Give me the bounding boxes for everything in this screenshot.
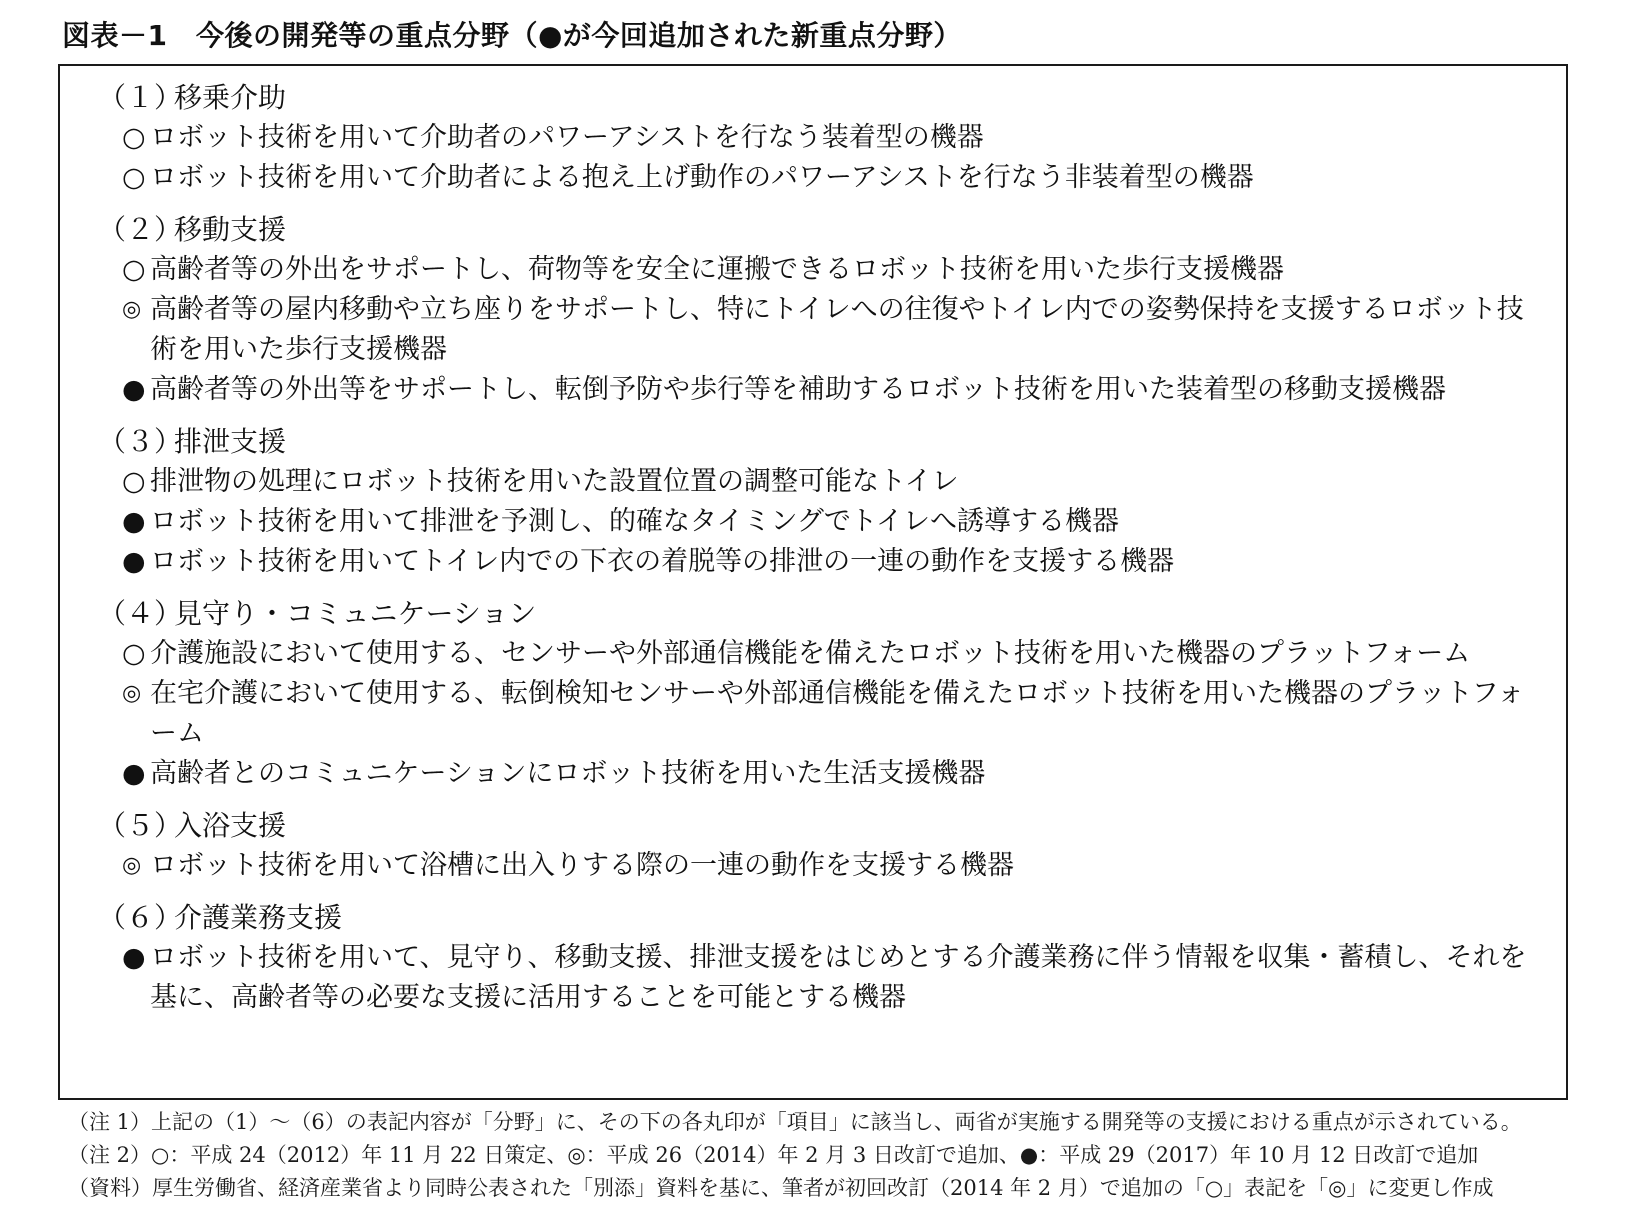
section-monitoring-communication (98, 594, 1546, 794)
list-item (122, 634, 1546, 674)
open-circle-mark: ○ (122, 122, 146, 153)
item-text: ロボット技術を用いてトイレ内での下衣の着脱等の排泄の一連の動作を支援する機器 (150, 546, 1175, 577)
item-text: ロボット技術を用いて浴槽に出入りする際の一連の動作を支援する機器 (150, 850, 1014, 881)
section-excretion-support (98, 422, 1546, 582)
section-heading (98, 210, 1546, 250)
open-circle-mark: ○ (122, 162, 146, 193)
notes-block (68, 1106, 1522, 1205)
section-title: 介護業務支援 (174, 901, 343, 934)
section-number: （６） (98, 901, 183, 934)
section-number: （２） (98, 213, 183, 246)
filled-circle-mark: ● (122, 546, 146, 577)
filled-circle-mark: ● (122, 374, 146, 405)
filled-circle-mark: ● (122, 942, 146, 973)
open-circle-mark: ○ (122, 466, 146, 497)
section-heading (98, 78, 1546, 118)
section-title: 移乗介助 (174, 81, 287, 114)
list-item (122, 938, 1546, 1018)
section-heading (98, 806, 1546, 846)
item-text: ロボット技術を用いて、見守り、移動支援、排泄支援をはじめとする介護業務に伴う情報を収集・蓄積し、それを基に、高齢者等の必要な支援に活用することを可能とする機器 (150, 942, 1527, 1013)
filled-circle-mark: ● (122, 758, 146, 789)
note-1: （注 1）上記の（1）～（6）の表記内容が「分野」に、その下の各丸印が「項目」に該当し、両省が実施する開発等の支援における重点が示されている。 (68, 1110, 1522, 1134)
item-text: 排泄物の処理にロボット技術を用いた設置位置の調整可能なトイレ (150, 466, 959, 497)
section-title: 移動支援 (174, 213, 287, 246)
item-text: ロボット技術を用いて介助者による抱え上げ動作のパワーアシストを行なう非装着型の機器 (150, 162, 1254, 193)
list-item (122, 754, 1546, 794)
list-item (122, 542, 1546, 582)
section-number: （３） (98, 425, 183, 458)
list-item (122, 502, 1546, 542)
section-heading (98, 898, 1546, 938)
section-bathing-support (98, 806, 1546, 886)
item-text: ロボット技術を用いて排泄を予測し、的確なタイミングでトイレへ誘導する機器 (150, 506, 1120, 537)
item-text: 在宅介護において使用する、転倒検知センサーや外部通信機能を備えたロボット技術を用いた機器のプラットフォーム (150, 678, 1525, 749)
list-item (122, 462, 1546, 502)
double-circle-mark: ◎ (122, 297, 142, 322)
section-number: （１） (98, 81, 183, 114)
section-title: 入浴支援 (174, 809, 287, 842)
list-item (122, 290, 1546, 370)
open-circle-mark: ○ (122, 254, 146, 285)
open-circle-mark: ○ (122, 638, 146, 669)
section-mobility-support (98, 210, 1546, 410)
source-note: （資料）厚生労働省、経済産業省より同時公表された「別添」資料を基に、筆者が初回改訂（2014 年 2 月）で追加の「○」表記を「◎」に変更し作成 (68, 1176, 1494, 1200)
priority-areas-box (58, 64, 1568, 1100)
section-number: （４） (98, 597, 183, 630)
list-item (122, 158, 1546, 198)
list-item (122, 674, 1546, 754)
note-2: （注 2）○：平成 24（2012）年 11 月 22 日策定、◎：平成 26（2014）年 2 月 3 日改訂で追加、●：平成 29（2017）年 10 月 12 日改訂で追加 (68, 1143, 1479, 1167)
filled-circle-mark: ● (122, 506, 146, 537)
section-number: （５） (98, 809, 183, 842)
section-heading (98, 422, 1546, 462)
item-text: 高齢者等の外出をサポートし、荷物等を安全に運搬できるロボット技術を用いた歩行支援機器 (150, 254, 1284, 285)
section-heading (98, 594, 1546, 634)
double-circle-mark: ◎ (122, 853, 142, 878)
item-text: 高齢者等の外出等をサポートし、転倒予防や歩行等を補助するロボット技術を用いた装着型の移動支援機器 (150, 374, 1446, 405)
list-item (122, 370, 1546, 410)
double-circle-mark: ◎ (122, 681, 142, 706)
section-title: 見守り・コミュニケーション (174, 597, 537, 630)
list-item (122, 118, 1546, 158)
item-text: ロボット技術を用いて介助者のパワーアシストを行なう装着型の機器 (150, 122, 984, 153)
list-item (122, 250, 1546, 290)
item-text: 介護施設において使用する、センサーや外部通信機能を備えたロボット技術を用いた機器のプラットフォーム (150, 638, 1471, 669)
section-transfer-assist (98, 78, 1546, 198)
section-care-work-support (98, 898, 1546, 1018)
item-text: 高齢者等の屋内移動や立ち座りをサポートし、特にトイレへの往復やトイレ内での姿勢保持を支援するロボット技術を用いた歩行支援機器 (150, 294, 1524, 365)
section-title: 排泄支援 (174, 425, 287, 458)
figure-title: 図表－1 今後の開発等の重点分野（●が今回追加された新重点分野） (62, 19, 962, 52)
item-text: 高齢者とのコミュニケーションにロボット技術を用いた生活支援機器 (150, 758, 986, 789)
list-item (122, 846, 1546, 886)
